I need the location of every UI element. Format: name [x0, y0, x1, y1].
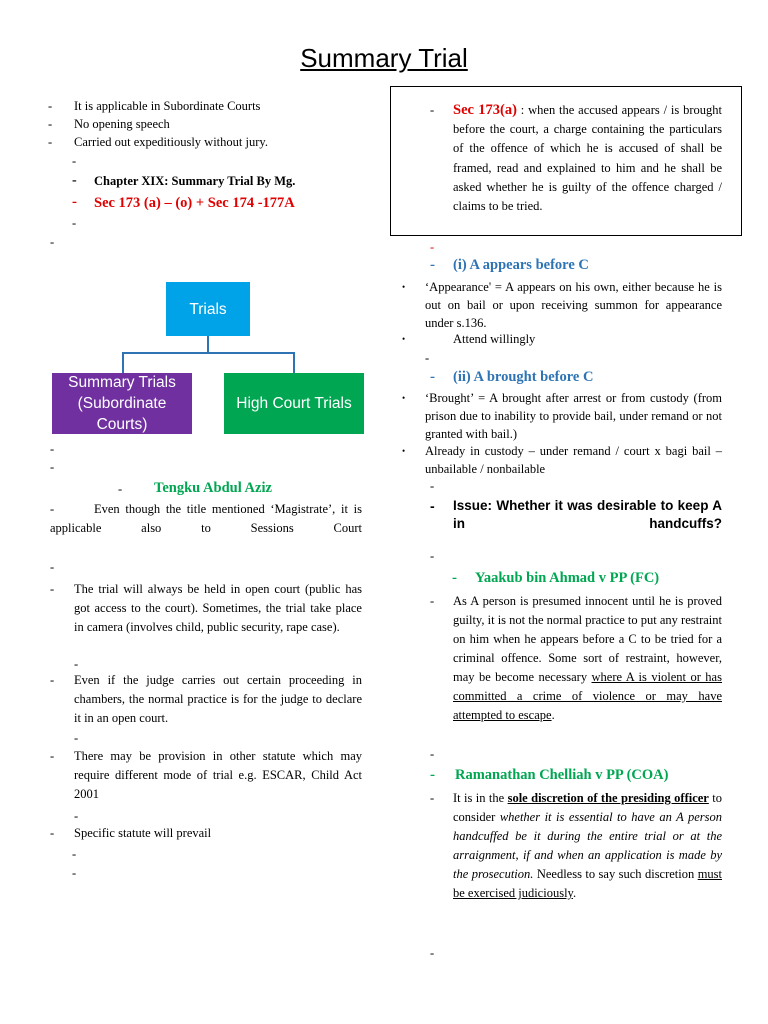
- intro-item: No opening speech: [74, 117, 170, 131]
- bullet-dash: -: [430, 767, 435, 783]
- point-chambers: Even if the judge carries out certain proceeding in chambers, the normal practice is for the judge to declare it in an open court.: [74, 673, 362, 725]
- bullet-dash: -: [430, 498, 435, 514]
- bullet-dash: -: [50, 582, 55, 596]
- yaakub-text-end: .: [551, 708, 555, 722]
- sub-heading-brought: (ii) A brought before C: [453, 369, 594, 385]
- bullet-dash: -: [50, 442, 55, 456]
- point-specific-statute: Specific statute will prevail: [74, 826, 212, 840]
- bullet-dash: -: [50, 235, 55, 249]
- yaakub-text: [453, 592, 722, 725]
- connector-line: [122, 352, 124, 373]
- ramanathan-text: [453, 789, 722, 903]
- bullet-dash: -: [50, 749, 55, 763]
- bullet-dot: •: [402, 334, 406, 344]
- bullet-dash: -: [452, 570, 457, 586]
- bullet-dash: -: [425, 351, 430, 365]
- bullet-dash: -: [430, 946, 435, 960]
- bullet-dot: •: [402, 393, 406, 403]
- bullet-dash: -: [430, 594, 435, 608]
- appearance-definition: ‘Appearance' = A appears on his own, either because he is out on bail or upon receiving summon for appearance under s.136.: [425, 280, 722, 330]
- intro-item: Carried out expeditiously without jury.: [74, 135, 268, 149]
- bullet-dash: -: [72, 173, 77, 188]
- issue-heading: Issue: Whether it was desirable to keep A in handcuffs?: [453, 498, 722, 531]
- bullet-dash: -: [74, 657, 79, 671]
- connector-line: [293, 352, 295, 373]
- bullet-dash: -: [430, 479, 435, 493]
- ramanathan-text-3: Needless to say such discretion: [533, 867, 698, 881]
- sec-173a-text: [453, 101, 722, 216]
- case-heading-yaakub: Yaakub bin Ahmad v PP (FC): [475, 570, 660, 586]
- node-trials: Trials: [166, 282, 250, 336]
- bullet-dash: -: [50, 560, 55, 574]
- node-high-court-trials: High Court Trials: [224, 373, 364, 434]
- yaakub-text-underlined: where A is violent or has committed a crime of violence or may have attempted to escape: [453, 670, 722, 722]
- ramanathan-text-2: to consider: [453, 791, 722, 824]
- page-title: Summary Trial: [300, 43, 468, 73]
- connector-line: [122, 352, 294, 354]
- bullet-dash: -: [50, 502, 55, 516]
- ramanathan-text-end: .: [572, 886, 577, 900]
- chapter-heading: Chapter XIX: Summary Trial By Mg.: [94, 174, 296, 188]
- sections-heading: Sec 173 (a) – (o) + Sec 174 -177A: [94, 195, 295, 211]
- point-other-statute: There may be provision in other statute which may require different mode of trial e.g. ESCAR, Child Act 2001: [74, 749, 362, 801]
- bullet-dash: -: [50, 673, 55, 687]
- attend-willingly: Attend willingly: [453, 332, 536, 346]
- bullet-dash: -: [48, 99, 53, 113]
- bullet-dash: -: [118, 482, 123, 496]
- intro-item: It is applicable in Subordinate Courts: [74, 99, 261, 113]
- case-heading-ramanathan: Ramanathan Chelliah v PP (COA): [455, 767, 669, 783]
- bullet-dash: -: [50, 826, 55, 840]
- bullet-dash: -: [430, 549, 435, 563]
- bullet-dash: -: [430, 257, 435, 273]
- ramanathan-text-underlined: must be exercised judiciously: [453, 867, 723, 900]
- sub-heading-appears: (i) A appears before C: [453, 257, 589, 273]
- bullet-dash: -: [48, 135, 53, 149]
- brought-definition: ‘Brought’ = A brought after arrest or from custody (from prison due to inability to provide bail, under remand or not granted with bail.): [425, 391, 722, 441]
- bullet-dash: -: [430, 103, 435, 117]
- bullet-dash: -: [48, 117, 53, 131]
- node-summary-trials: Summary Trials (Subordinate Courts): [52, 373, 192, 434]
- case1-text: Even though the title mentioned ‘Magistrate’, it is applicable also to Sessions Court: [50, 502, 362, 535]
- bullet-dash: -: [74, 809, 79, 823]
- bullet-dash: -: [74, 731, 79, 745]
- ramanathan-text-bold: sole discretion of the presiding officer: [507, 791, 709, 805]
- bullet-dash: -: [50, 460, 55, 474]
- bullet-dash: -: [430, 791, 435, 805]
- bullet-dot: •: [402, 282, 406, 292]
- sec-173a-label: Sec 173(a): [453, 102, 517, 118]
- bullet-dash: -: [72, 216, 77, 230]
- connector-line: [207, 336, 209, 353]
- bullet-dash: -: [72, 847, 77, 861]
- bullet-dash: -: [430, 747, 435, 761]
- yaakub-text-main: As A person is presumed innocent until he is proved guilty, it is not the normal practice to put any restraint on him when he appears before a C to be tried for a criminal offence. Some sort of restraint, however, may be become necessary: [453, 594, 722, 684]
- sec-173a-body: : when the accused appears / is brought before the court, a charge containing the particulars of the offence of which he is accused of shall be framed, read and explained to him and he shall be asked whether he is guilty of the offence charged / claims to be tried.: [453, 103, 723, 214]
- bullet-dash: -: [430, 369, 435, 385]
- ramanathan-text-italic: whether it is essential to have an A person handcuffed be it during the entire trial or at the arraignment, if and when an application is made by the prosecution.: [453, 810, 722, 881]
- bullet-dash: -: [72, 154, 77, 168]
- in-custody: Already in custody – under remand / court x bagi bail – unbailable / nonbailable: [425, 444, 722, 476]
- ramanathan-text-1: It is in the: [453, 791, 508, 805]
- bullet-dash: -: [430, 240, 435, 254]
- case-heading-tengku-abdul-aziz: Tengku Abdul Aziz: [154, 480, 272, 496]
- bullet-dash: -: [72, 194, 77, 210]
- bullet-dot: •: [402, 446, 406, 456]
- bullet-dash: -: [72, 866, 77, 880]
- point-open-court: The trial will always be held in open court (public has got access to the court). Sometimes, the trial take place in camera (involves child, public security, rape case).: [74, 582, 362, 634]
